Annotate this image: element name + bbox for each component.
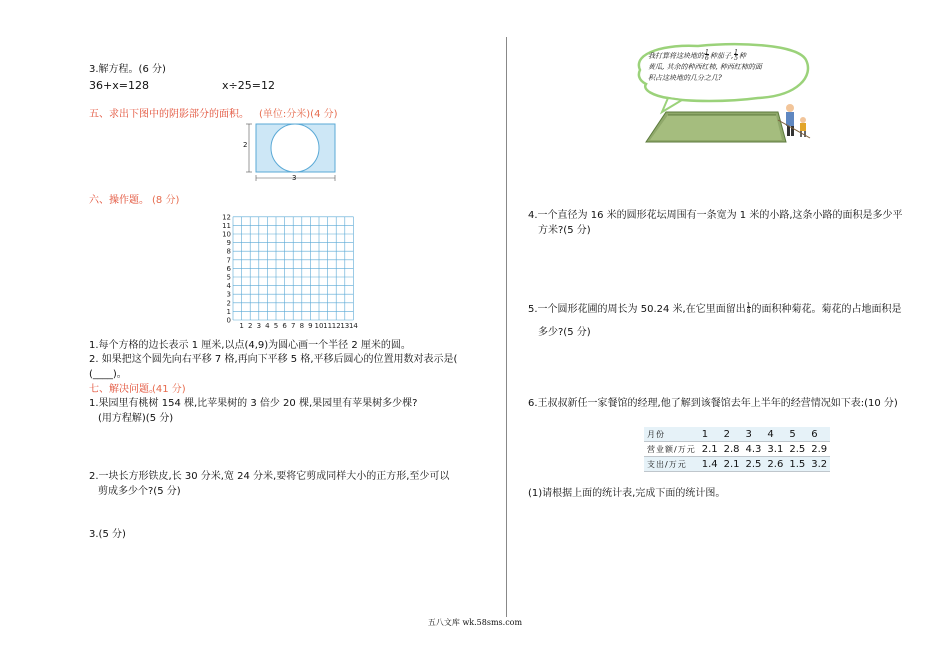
table-cell: 1.5 bbox=[786, 457, 808, 472]
s7-question-2a: 2.一块长方形铁皮,长 30 分米,宽 24 分米,要将它剪成同样大小的正方形,至少可以 bbox=[89, 471, 450, 482]
grid-x-tick-label: 9 bbox=[308, 322, 313, 330]
question-6: 6.王叔叔新任一家餐馆的经理,他了解到该餐馆去年上半年的经营情况如下表:(10 分) bbox=[528, 398, 898, 409]
grid-y-tick-label: 3 bbox=[226, 290, 231, 299]
grid-y-tick-label: 2 bbox=[226, 299, 231, 308]
grid-x-tick-label: 11 bbox=[323, 322, 333, 330]
table-cell: 2.5 bbox=[743, 457, 765, 472]
table-cell: 3.1 bbox=[764, 442, 786, 457]
table-cell: 4 bbox=[764, 427, 786, 442]
section-6-points: (8 分) bbox=[152, 195, 180, 206]
table-cell: 2 bbox=[721, 427, 743, 442]
grid-x-tick-label: 5 bbox=[273, 322, 279, 330]
s6-question-2a: 2. 如果把这个圆先向右平移 7 格,再向下平移 5 格,平移后圆心的位置用数对表示是( bbox=[89, 354, 458, 365]
s7-question-1a: 1.果园里有桃树 154 棵,比苹果树的 3 倍少 20 棵,果园里有苹果树多少棵? bbox=[89, 398, 418, 409]
bubble-line-2: 黄瓜, 其余的种西红柿, 种西红柿的面 bbox=[648, 63, 762, 71]
table-header-row bbox=[644, 427, 830, 442]
grid-x-tick-label: 14 bbox=[348, 322, 358, 330]
table-cell: 4.3 bbox=[743, 442, 765, 457]
dim-height-label: 2 bbox=[243, 141, 248, 149]
s7-question-3: 3.(5 分) bbox=[89, 529, 126, 540]
s7-question-2b: 剪成多少个?(5 分) bbox=[98, 486, 181, 497]
table-cell: 3.2 bbox=[808, 457, 830, 472]
grid-x-tick-label: 3 bbox=[256, 322, 262, 330]
section-6-title: 六、操作题。 bbox=[89, 195, 149, 206]
table-cell: 月份 bbox=[644, 427, 699, 442]
grid-x-tick-label: 13 bbox=[340, 322, 350, 330]
grid-x-tick-label: 10 bbox=[314, 322, 324, 330]
s6-question-2b: (____)。 bbox=[89, 369, 127, 380]
coordinate-grid bbox=[215, 206, 365, 330]
table-cell: 2.1 bbox=[699, 442, 721, 457]
equation-1: 36+x=128 bbox=[89, 79, 149, 92]
grid-y-tick-label: 7 bbox=[226, 256, 231, 265]
table-cell: 营业额/万元 bbox=[644, 442, 699, 457]
grid-y-tick-label: 11 bbox=[222, 221, 231, 230]
section-7-title: 七、解决问题。 bbox=[89, 384, 159, 395]
table-row bbox=[644, 442, 830, 457]
grid-x-tick-label: 8 bbox=[299, 322, 305, 330]
business-table bbox=[644, 427, 830, 472]
q3-title: 3.解方程。(6 分) bbox=[89, 64, 166, 75]
table-cell: 1.4 bbox=[699, 457, 721, 472]
table-cell: 支出/万元 bbox=[644, 457, 699, 472]
fraction-one-eighth: 1 8 bbox=[746, 302, 751, 315]
grid-y-tick-label: 4 bbox=[226, 282, 231, 291]
table-cell: 2.8 bbox=[721, 442, 743, 457]
table-cell: 1 bbox=[699, 427, 721, 442]
s7-question-1b: (用方程解)(5 分) bbox=[98, 413, 174, 424]
grid-y-tick-label: 8 bbox=[226, 247, 231, 256]
grid-y-tick-label: 0 bbox=[226, 316, 231, 325]
table-cell: 3 bbox=[743, 427, 765, 442]
question-5b: 多少?(5 分) bbox=[538, 327, 591, 338]
equation-2: x÷25=12 bbox=[222, 79, 275, 92]
speech-bubble-text bbox=[648, 50, 762, 84]
grid-x-tick-label: 12 bbox=[331, 322, 341, 330]
bubble-line-1: 我打算将这块地的1 6种茄子,1 5种 bbox=[648, 49, 746, 62]
question-4b: 方米?(5 分) bbox=[538, 225, 591, 236]
question-6-sub-1: (1)请根据上面的统计表,完成下面的统计图。 bbox=[528, 488, 726, 499]
footer-watermark: 五八文库 wk.58sms.com bbox=[427, 618, 523, 627]
column-divider bbox=[506, 37, 507, 617]
section-5-title: 五、求出下图中的阴影部分的面积。 bbox=[89, 109, 249, 120]
grid-y-tick-label: 12 bbox=[222, 213, 231, 222]
grid-y-tick-label: 6 bbox=[226, 264, 231, 273]
section-7-points: (41 分) bbox=[152, 384, 186, 395]
grid-y-tick-label: 9 bbox=[226, 239, 231, 248]
grid-y-tick-label: 5 bbox=[226, 273, 231, 282]
grid-x-tick-label: 7 bbox=[290, 322, 296, 330]
section-5-note: (单位:分米)(4 分) bbox=[259, 109, 338, 120]
table-cell: 2.6 bbox=[764, 457, 786, 472]
grid-x-tick-label: 6 bbox=[282, 322, 287, 330]
grid-x-tick-label: 4 bbox=[265, 322, 270, 330]
question-5a: 5.一个圆形花圃的周长为 50.24 米,在它里面留出1 8的面积种菊花。菊花的占地面积是 bbox=[528, 302, 902, 315]
table-cell: 2.1 bbox=[721, 457, 743, 472]
grid-y-tick-label: 10 bbox=[222, 230, 231, 239]
table-cell: 2.9 bbox=[808, 442, 830, 457]
grid-x-tick-label: 2 bbox=[247, 322, 253, 330]
bubble-line-3: 积占这块地的几分之几? bbox=[648, 74, 722, 82]
grid-y-tick-label: 1 bbox=[226, 307, 231, 316]
table-cell: 5 bbox=[786, 427, 808, 442]
grid-x-tick-label: 1 bbox=[239, 322, 244, 330]
table-cell: 6 bbox=[808, 427, 830, 442]
question-4a: 4.一个直径为 16 米的圆形花坛周围有一条宽为 1 米的小路,这条小路的面积是多少平 bbox=[528, 210, 903, 221]
s6-question-1: 1.每个方格的边长表示 1 厘米,以点(4,9)为圆心画一个半径 2 厘米的圆。 bbox=[89, 340, 411, 351]
dim-width-label: 3 bbox=[292, 174, 297, 182]
table-cell: 2.5 bbox=[786, 442, 808, 457]
table-row bbox=[644, 457, 830, 472]
